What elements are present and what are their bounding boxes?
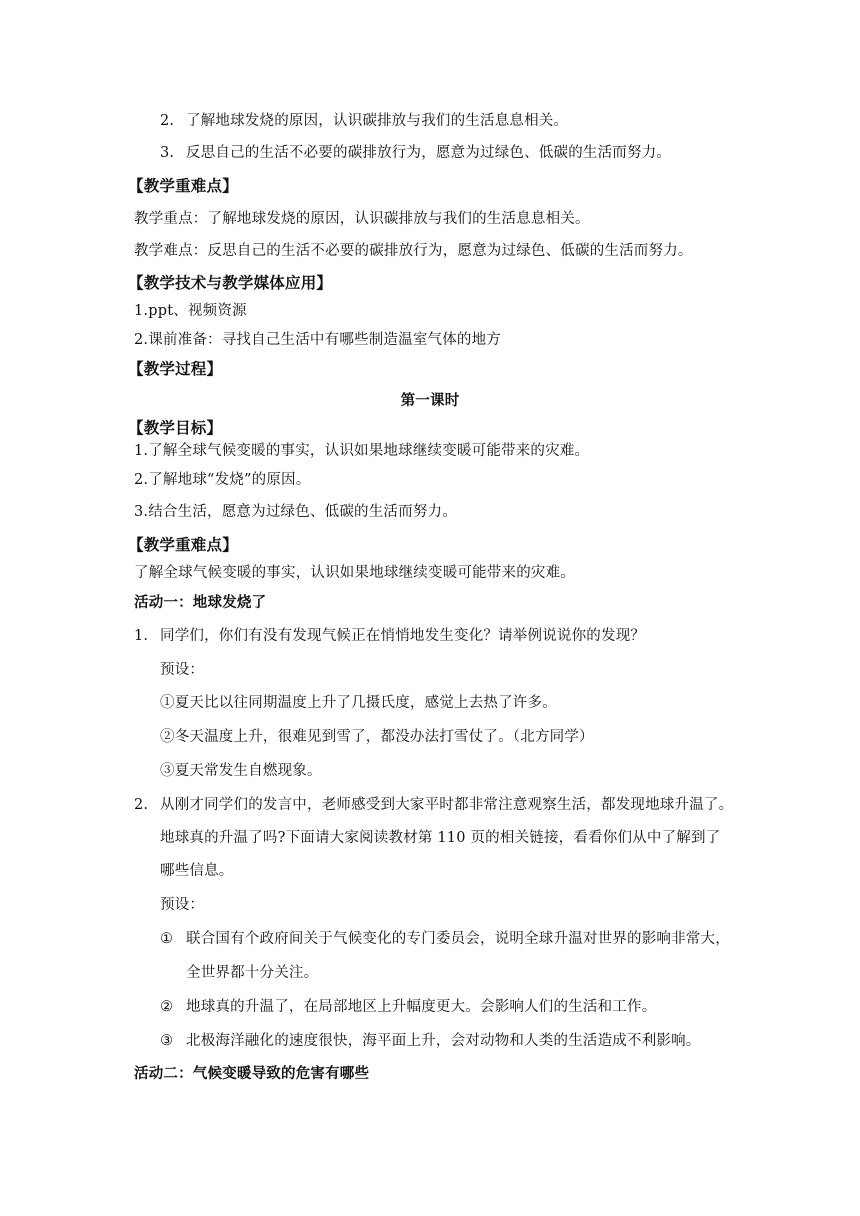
question-text-line: 地球真的升温了吗?下面请大家阅读教材第 110 页的相关链接，看看你们从中了解到了 [160, 830, 721, 846]
lesson-title: 第一课时 [400, 393, 460, 409]
lesson-goal-2: 2.了解地球“发烧”的原因。 [134, 472, 311, 488]
key-points-heading: 【教学重难点】 [128, 177, 238, 195]
question-2 [134, 795, 733, 815]
objective-item-2 [160, 111, 568, 131]
key-focus-text: 教学重点：了解地球发烧的原因，认识碳排放与我们的生活息息相关。 [134, 211, 590, 227]
media-item-1: 1.ppt、视频资源 [134, 303, 247, 319]
lesson-key-heading: 【教学重难点】 [128, 536, 238, 554]
list-number: 2. [134, 797, 149, 813]
answer-text-line: 全世界都十分关注。 [186, 965, 319, 981]
answer-text: 北极海洋融化的速度很快，海平面上升，会对动物和人类的生活造成不利影响。 [186, 1033, 701, 1049]
question-text: 同学们，你们有没有发现气候正在悄悄地发生变化？请举例说说你的发现？ [160, 628, 646, 644]
answer-item: ③夏天常发生自燃现象。 [160, 763, 322, 779]
preset-label: 预设： [160, 897, 205, 913]
list-number: 3. [160, 145, 175, 161]
objective-item-3 [160, 143, 671, 163]
answer-item [160, 997, 656, 1017]
circled-number: ③ [160, 1033, 174, 1049]
answer-item [160, 929, 730, 949]
answer-item [160, 1031, 701, 1051]
media-heading: 【教学技术与教学媒体应用】 [128, 274, 333, 292]
process-heading: 【教学过程】 [128, 360, 223, 378]
question-text-line: 哪些信息。 [160, 863, 234, 879]
list-number: 2. [160, 113, 175, 129]
preset-label: 预设： [160, 662, 205, 678]
list-number: 1. [134, 628, 149, 644]
objective-text: 反思自己的生活不必要的碳排放行为，愿意为过绿色、低碳的生活而努力。 [186, 145, 672, 161]
answer-text: 地球真的升温了，在局部地区上升幅度更大。会影响人们的生活和工作。 [186, 999, 657, 1015]
media-item-2: 2.课前准备：寻找自己生活中有哪些制造温室气体的地方 [134, 332, 502, 348]
lesson-goal-1: 1.了解全球气候变暖的事实，认识如果地球继续变暖可能带来的灾难。 [134, 443, 590, 459]
question-text: 从刚才同学们的发言中，老师感受到大家平时都非常注意观察生活，都发现地球升温了。 [160, 797, 734, 813]
activity-1-title: 活动一：地球发烧了 [134, 595, 267, 611]
activity-2-title: 活动二：气候变暖导致的危害有哪些 [134, 1066, 370, 1082]
lesson-key-text: 了解全球气候变暖的事实，认识如果地球继续变暖可能带来的灾难。 [134, 565, 575, 581]
lesson-goal-3: 3.结合生活，愿意为过绿色、低碳的生活而努力。 [134, 504, 457, 520]
lesson-goals-heading: 【教学目标】 [128, 419, 223, 437]
key-difficulty-text: 教学难点：反思自己的生活不必要的碳排放行为，愿意为过绿色、低碳的生活而努力。 [134, 243, 693, 259]
circled-number: ① [160, 931, 174, 947]
objective-text: 了解地球发烧的原因，认识碳排放与我们的生活息息相关。 [186, 113, 569, 129]
answer-item: ②冬天温度上升，很难见到雪了，都没办法打雪仗了。（北方同学） [160, 729, 594, 745]
answer-text: 联合国有个政府间关于气候变化的专门委员会，说明全球升温对世界的影响非常大， [186, 931, 730, 947]
answer-item: ①夏天比以往同期温度上升了几摄氏度，感觉上去热了许多。 [160, 695, 557, 711]
circled-number: ② [160, 999, 174, 1015]
question-1 [134, 626, 645, 646]
